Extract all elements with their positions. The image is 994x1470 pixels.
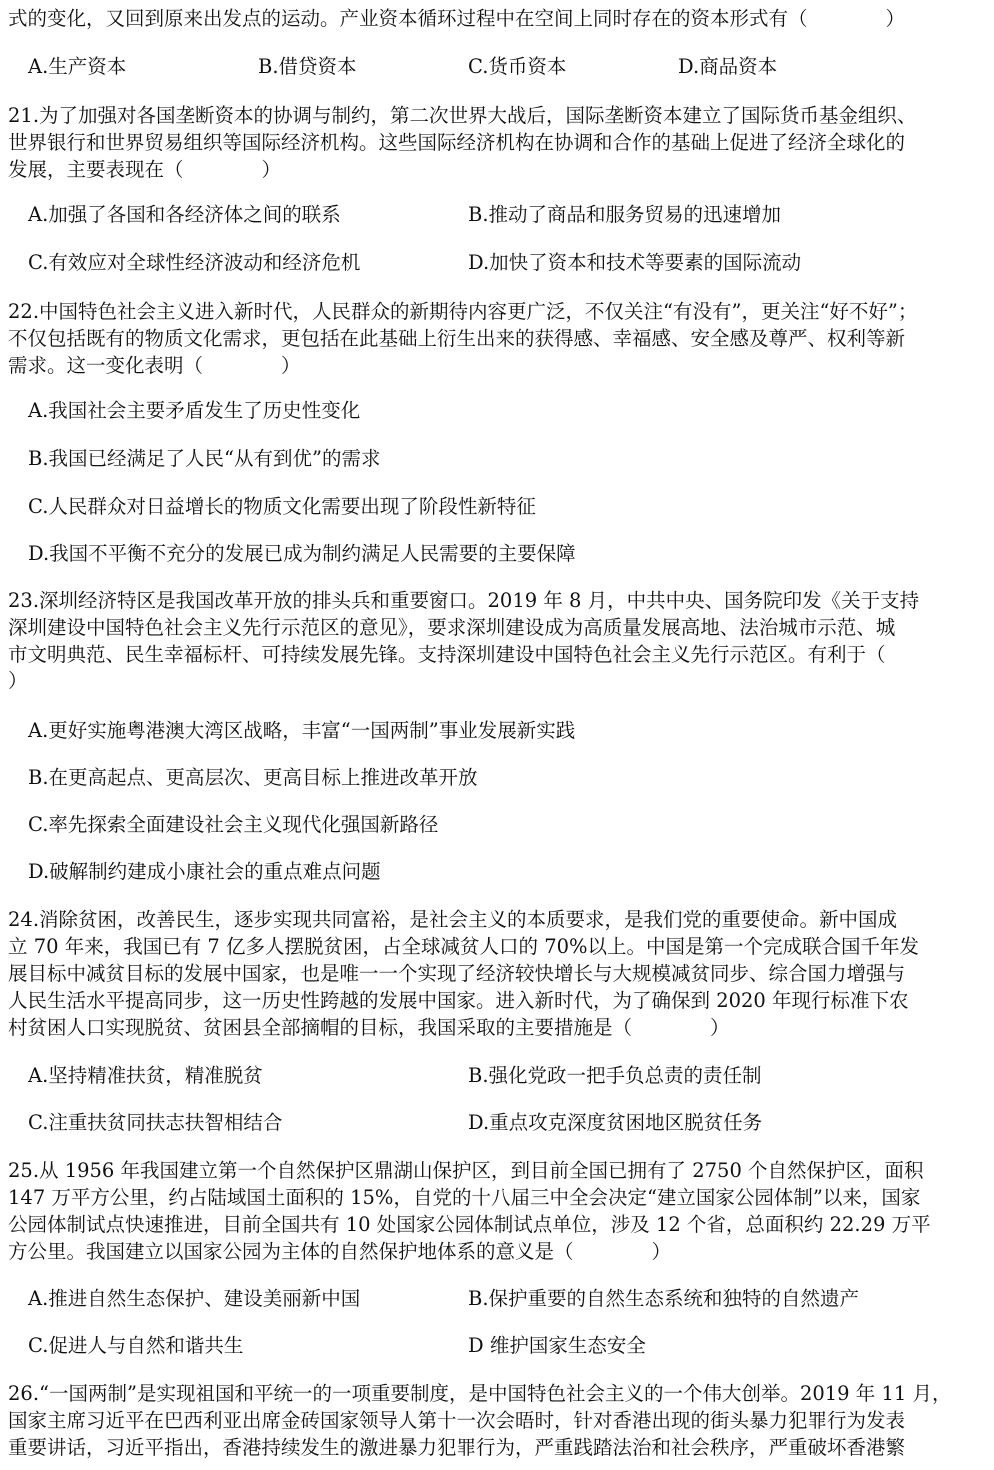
q25-stem-line: 25.从 1956 年我国建立第一个自然保护区鼎湖山保护区，到目前全国已拥有了 2750 个自然保护区，面积 [8, 1159, 924, 1182]
q21-stem-line: 21.为了加强对各国垄断资本的协调与制约，第二次世界大战后，国际垄断资本建立了国际货币基金组织、 [8, 104, 917, 127]
q23-option-b: B.在更高起点、更高层次、更高目标上推进改革开放 [28, 766, 478, 789]
q22-option-d: D.我国不平衡不充分的发展已成为制约满足人民需要的主要保障 [28, 542, 576, 565]
q23-stem-line: ） [8, 669, 28, 692]
q22-stem-line: 22.中国特色社会主义进入新时代，人民群众的新期待内容更广泛，不仅关注“有没有”，更关注“好不好”； [8, 300, 918, 323]
q25-option-b: B.保护重要的自然生态系统和独特的自然遗产 [468, 1287, 860, 1310]
q23-option-c: C.率先探索全面建设社会主义现代化强国新路径 [28, 813, 439, 836]
q20-option-c: C.货币资本 [468, 55, 567, 78]
q21-stem-line: 发展，主要表现在（ ） [8, 158, 282, 181]
q22-stem-line: 不仅包括既有的物质文化需求，更包括在此基础上衍生出来的获得感、幸福感、安全感及尊严、权利等新 [8, 327, 906, 350]
q26-stem-line: 26.“一国两制”是实现祖国和平统一的一项重要制度，是中国特色社会主义的一个伟大创举。2019 年 11 月， [8, 1382, 952, 1405]
q25-option-c: C.促进人与自然和谐共生 [28, 1334, 244, 1357]
q25-stem-line: 公园体制试点快速推进，目前全国共有 10 处国家公园体制试点单位，涉及 12 个省，总面积约 22.29 万平 [8, 1213, 931, 1236]
q24-option-c: C.注重扶贫同扶志扶智相结合 [28, 1111, 283, 1134]
q23-stem-line: 深圳建设中国特色社会主义先行示范区的意见》，要求深圳建设成为高质量发展高地、法治城市示范、城 [8, 616, 896, 639]
q21-option-d: D.加快了资本和技术等要素的国际流动 [468, 251, 802, 274]
q25-option-d: D 维护国家生态安全 [468, 1334, 646, 1357]
q24-stem-line: 立 70 年来，我国已有 7 亿多人摆脱贫困，占全球减贫人口的 70%以上。中国是第一个完成联合国千年发 [8, 935, 920, 958]
q26-stem-line: 重要讲话，习近平指出，香港持续发生的激进暴力犯罪行为，严重践踏法治和社会秩序，严重破坏香港繁 [8, 1436, 906, 1459]
q24-option-a: A.坚持精准扶贫，精准脱贫 [28, 1064, 263, 1087]
q25-option-a: A.推进自然生态保护、建设美丽新中国 [28, 1287, 361, 1310]
q24-stem-line: 展目标中减贫目标的发展中国家，也是唯一一个实现了经济较快增长与大规模减贫同步、综合国力增强与 [8, 962, 906, 985]
q20-option-a: A.生产资本 [28, 55, 127, 78]
q21-option-b: B.推动了商品和服务贸易的迅速增加 [468, 203, 782, 226]
q20-option-b: B.借贷资本 [258, 55, 357, 78]
q24-stem-line: 24.消除贫困，改善民生，逐步实现共同富裕，是社会主义的本质要求，是我们党的重要使命。新中国成 [8, 908, 898, 931]
q23-option-d: D.破解制约建成小康社会的重点难点问题 [28, 860, 381, 883]
q23-stem-line: 市文明典范、民生幸福标杆、可持续发展先锋。支持深圳建设中国特色社会主义先行示范区。有利于（ [8, 643, 886, 666]
q23-stem-line: 23.深圳经济特区是我国改革开放的排头兵和重要窗口。2019 年 8 月，中共中央、国务院印发《关于支持 [8, 589, 920, 612]
q24-option-d: D.重点攻克深度贫困地区脱贫任务 [468, 1111, 763, 1134]
q22-option-a: A.我国社会主要矛盾发生了历史性变化 [28, 399, 361, 422]
q21-option-c: C.有效应对全球性经济波动和经济危机 [28, 251, 361, 274]
q24-option-b: B.强化党政一把手负总责的责任制 [468, 1064, 762, 1087]
q21-stem-line: 世界银行和世界贸易组织等国际经济机构。这些国际经济机构在协调和合作的基础上促进了经济全球化的 [8, 131, 906, 154]
q25-stem-line: 147 万平方公里，约占陆域国土面积的 15%，自党的十八届三中全会决定“建立国家公园体制”以来，国家 [8, 1186, 921, 1209]
q22-stem-line: 需求。这一变化表明（ ） [8, 354, 301, 377]
q23-option-a: A.更好实施粤港澳大湾区战略，丰富“一国两制”事业发展新实践 [28, 719, 576, 742]
q21-option-a: A.加强了各国和各经济体之间的联系 [28, 203, 341, 226]
q24-stem-line: 村贫困人口实现脱贫、贫困县全部摘帽的目标，我国采取的主要措施是（ ） [8, 1016, 730, 1039]
q22-option-c: C.人民群众对日益增长的物质文化需要出现了阶段性新特征 [28, 495, 536, 518]
q22-option-b: B.我国已经满足了人民“从有到优”的需求 [28, 447, 381, 470]
q20-option-d: D.商品资本 [678, 55, 778, 78]
q24-stem-line: 人民生活水平提高同步，这一历史性跨越的发展中国家。进入新时代，为了确保到 2020 年现行标准下农 [8, 989, 909, 1012]
q20-stem-line: 式的变化，又回到原来出发点的运动。产业资本循环过程中在空间上同时存在的资本形式有（ ） [8, 7, 906, 30]
q26-stem-line: 国家主席习近平在巴西利亚出席金砖国家领导人第十一次会晤时，针对香港出现的街头暴力犯罪行为发表 [8, 1409, 906, 1432]
q25-stem-line: 方公里。我国建立以国家公园为主体的自然保护地体系的意义是（ ） [8, 1240, 672, 1263]
